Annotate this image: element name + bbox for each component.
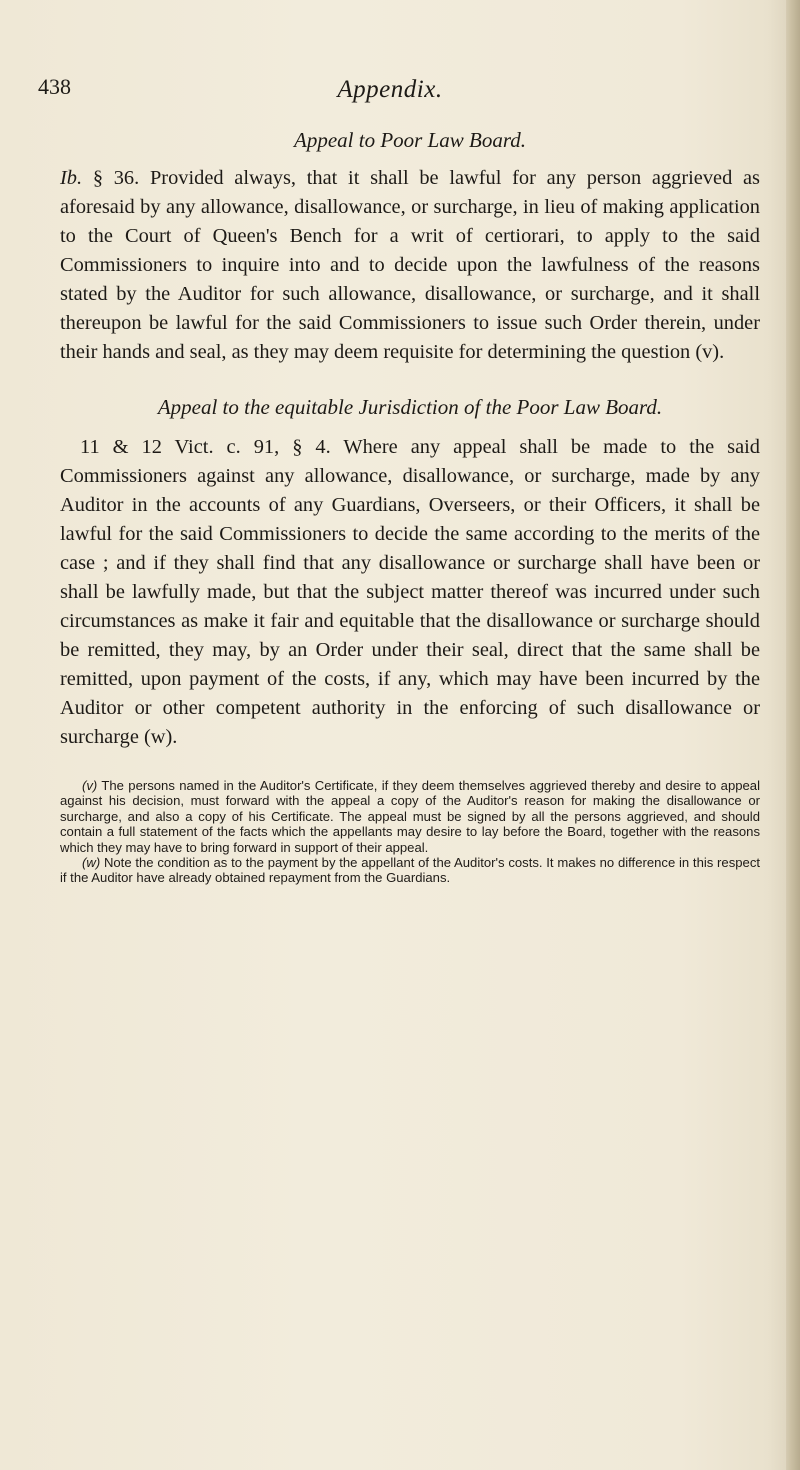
page-edge xyxy=(786,0,800,1470)
footnote xyxy=(60,778,760,855)
section-paragraph xyxy=(60,433,760,752)
page-body xyxy=(60,118,760,886)
page-number: 438 xyxy=(38,74,71,99)
paragraph-text: 11 & 12 Vict. c. 91, § 4. Where any appeal shall be made to the said Commissioners against any allowance, disallowance, or surcharge, made by any Auditor in the accounts of any Guardians, Overseers, or their Officers, it shall be lawful for the said Commissioners to decide the same according to the merits of the case ; and if they shall find that any disallowance or surcharge shall have been or shall be lawfully made, but that the subject matter thereof was incurred under such circumstances as make it fair and equitable that the disallowance or surcharge should be remitted, they may, by an Order under their seal, direct that the same shall be remitted, upon payment of the costs, if any, which may have been incurred by the Auditor or other competent authority in the enforcing of such disallowance or surcharge (w). xyxy=(60,436,760,748)
running-head: Appendix. xyxy=(337,76,443,103)
footnotes xyxy=(60,778,760,886)
footnote-text: Note the condition as to the payment by the appellant of the Auditor's costs. It makes no difference in this respect if the Auditor have already obtained repayment from the Guardians. xyxy=(60,855,760,886)
citation-lead: Ib. xyxy=(60,167,83,189)
section-paragraph xyxy=(60,164,760,367)
footnote-mark: (v) xyxy=(82,778,98,793)
page-header xyxy=(0,74,800,114)
footnote-mark: (w) xyxy=(82,855,101,871)
section-heading-appeal-poor-law-board: Appeal to Poor Law Board. xyxy=(294,128,526,152)
paragraph-text: § 36. Provided always, that it shall be lawful for any person aggrieved as aforesaid by any allowance, disallowance, or surcharge, in lieu of making application to the Court of Queen's Bench for a writ of certiorari, to apply to the said Commissioners to inquire into and to decide upon the lawfulness of the reasons stated by the Auditor for such allowance, disallowance, or surcharge, and it shall thereupon be lawful for the said Commissioners to issue such Order therein, under their hands and seal, as they may deem requisite for determining the question (v). xyxy=(60,167,760,363)
footnote-text: The persons named in the Auditor's Certificate, if they deem themselves aggrieved thereby and desire to appeal against his decision, must forward with the appeal a copy of the Auditor's reason for making the disallowance or surcharge, and also a copy of his Certificate. The appeal must be signed by all the persons aggrieved, and should contain a full statement of the facts which the appellants may desire to lay before the Board, together with the reasons which they may have to bring forward in support of their appeal. xyxy=(60,778,760,855)
section-heading-equitable-jurisdiction: Appeal to the equitable Jurisdiction of the Poor Law Board. xyxy=(157,395,663,419)
footnote xyxy=(60,855,760,886)
